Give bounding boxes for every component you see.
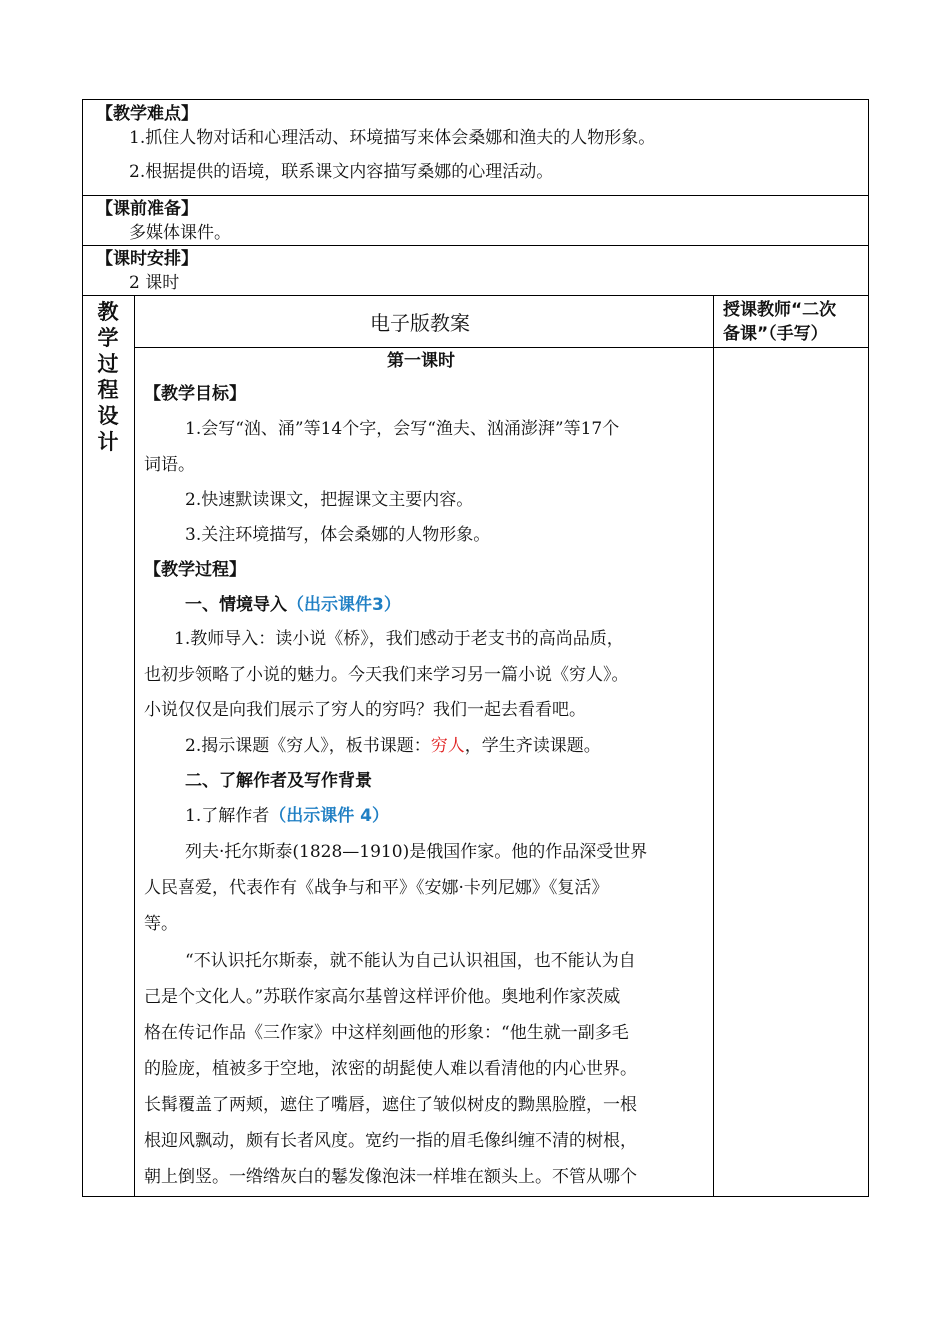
paragraph-line: 等。	[144, 914, 178, 934]
paragraph-line: 格在传记作品《三作家》中这样刻画他的形象：“他生就一副多毛	[144, 1023, 629, 1043]
paragraph-line: 1.教师导入：读小说《桥》，我们感动于老支书的高尚品质，	[174, 629, 624, 649]
teacher-note-header: 授课教师“二次	[723, 300, 837, 320]
column-divider	[134, 295, 135, 1197]
process-label-char: 过	[97, 351, 119, 376]
difficulties-heading: 【教学难点】	[96, 104, 198, 124]
paragraph-text: 2.揭示课题《穷人》，板书课题：	[185, 736, 431, 756]
paragraph-line: “不认识托尔斯泰，就不能认为自己认识祖国，也不能认为自	[185, 951, 636, 971]
table-border-top	[82, 99, 869, 100]
goal-line: 3.关注环境描写，体会桑娜的人物形象。	[185, 525, 491, 545]
section-title: 一、情境导入	[185, 595, 287, 615]
paragraph-line	[185, 808, 389, 825]
schedule-text: 2 课时	[129, 273, 180, 293]
paragraph-line: 长髯覆盖了两颊，遮住了嘴唇，遮住了皱似树皮的黝黑脸膛，一根	[144, 1095, 637, 1115]
paragraph-line: 己是个文化人。”苏联作家高尔基曾这样评价他。奥地利作家茨威	[144, 987, 621, 1007]
column-divider	[713, 295, 714, 1197]
difficulty-item: 2.根据提供的语境，联系课文内容描写桑娜的心理活动。	[129, 162, 554, 182]
goal-line: 2.快速默读课文，把握课文主要内容。	[185, 490, 474, 510]
row-divider	[82, 295, 869, 296]
preparation-text: 多媒体课件。	[129, 223, 231, 243]
table-border-left	[82, 99, 83, 1197]
goal-line: 词语。	[144, 455, 195, 475]
table-border-right	[868, 99, 869, 1197]
paragraph-line: 人民喜爱，代表作有《战争与和平》《安娜·卡列尼娜》《复活》	[144, 878, 609, 898]
process-label-char: 计	[97, 429, 119, 454]
goal-line: 1.会写“汹、涌”等14个字，会写“渔夫、汹涌澎湃”等17个	[185, 419, 620, 439]
row-divider	[134, 347, 869, 348]
paragraph-line: 也初步领略了小说的魅力。今天我们来学习另一篇小说《穷人》。	[144, 665, 629, 685]
courseware-note: （出示课件 4）	[269, 806, 389, 826]
process-heading: 【教学过程】	[144, 560, 246, 580]
paragraph-text: 1.了解作者	[185, 806, 270, 826]
teacher-note-header: 备课”（手写）	[723, 324, 828, 344]
preparation-heading: 【课前准备】	[96, 199, 198, 219]
schedule-heading: 【课时安排】	[96, 249, 198, 269]
section-title: 二、了解作者及写作背景	[185, 771, 372, 791]
paragraph-line: 小说仅仅是向我们展示了穷人的穷吗？我们一起去看看吧。	[144, 700, 586, 720]
section-heading	[185, 597, 401, 614]
lesson-plan-table	[82, 99, 869, 1197]
process-label-char: 设	[97, 403, 119, 428]
board-title: 穷人	[430, 736, 465, 756]
courseware-note: （出示课件3）	[287, 595, 401, 615]
paragraph-line: 列夫·托尔斯泰(1828—1910)是俄国作家。他的作品深受世界	[185, 842, 648, 862]
lesson-title: 第一课时	[387, 351, 455, 371]
paragraph-line: 朝上倒竖。一绺绺灰白的鬈发像泡沫一样堆在额头上。不管从哪个	[144, 1167, 637, 1187]
row-divider	[82, 245, 869, 246]
paragraph-line: 根迎风飘动，颇有长者风度。宽约一指的眉毛像纠缠不清的树根，	[144, 1131, 637, 1151]
difficulty-item: 1.抓住人物对话和心理活动、环境描写来体会桑娜和渔夫的人物形象。	[129, 128, 656, 148]
table-border-bottom	[82, 1196, 869, 1197]
row-divider	[82, 195, 869, 196]
process-label-char: 教	[97, 299, 119, 324]
process-label-char: 学	[97, 325, 119, 350]
paragraph-text: ，学生齐读课题。	[464, 736, 601, 756]
process-label-char: 程	[97, 377, 119, 402]
goals-heading: 【教学目标】	[144, 384, 246, 404]
electronic-plan-title: 电子版教案	[370, 311, 470, 335]
paragraph-line	[185, 738, 601, 755]
paragraph-line: 的脸庞，植被多于空地，浓密的胡髭使人难以看清他的内心世界。	[144, 1059, 637, 1079]
